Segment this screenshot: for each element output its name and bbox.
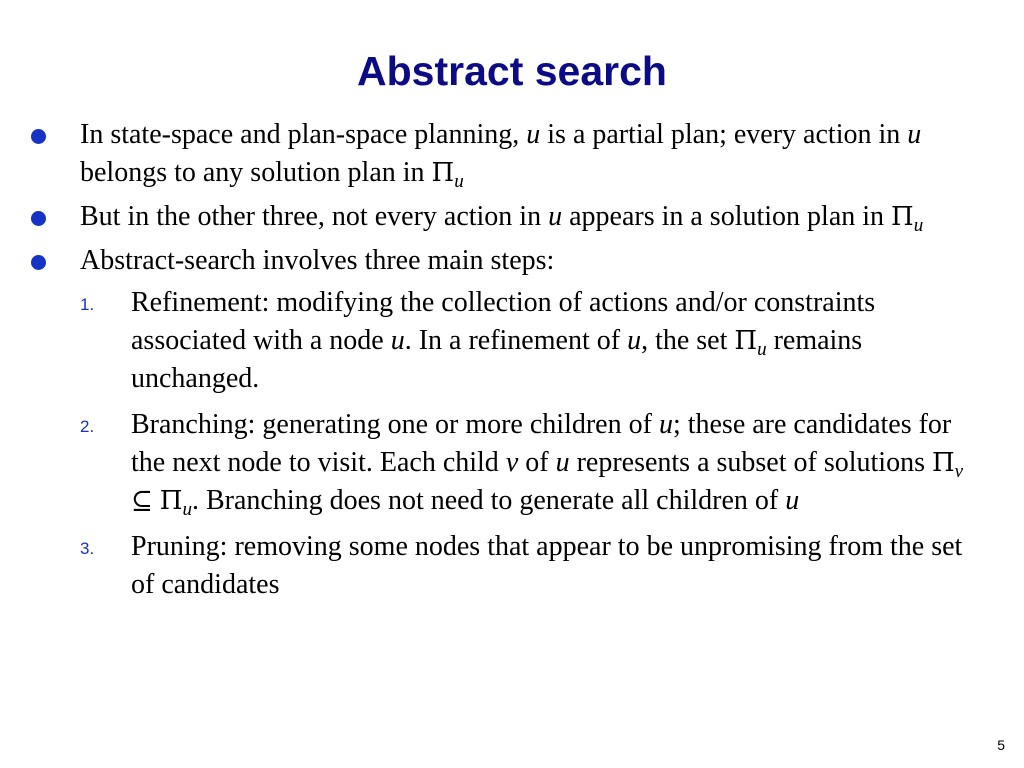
- step-text: . In a refinement of: [404, 325, 628, 356]
- bullet-dot-icon: [31, 129, 46, 144]
- subset-symbol: ⊆: [131, 486, 153, 516]
- bullet-text: belongs to any solution plan in: [80, 157, 432, 188]
- var-u: u: [627, 325, 642, 356]
- pi-symbol: Π: [734, 326, 758, 356]
- bullet-text: Abstract-search involves three main steps:: [80, 245, 555, 276]
- pi-symbol: Π: [431, 158, 455, 188]
- step-item: [0, 284, 981, 398]
- bullet-dot-icon: [31, 255, 46, 270]
- step-text: Branching: generating one or more children of: [131, 409, 659, 440]
- var-u: u: [785, 485, 800, 516]
- step-number: 2.: [80, 417, 95, 436]
- step-text: , the set: [641, 325, 735, 356]
- var-v: v: [505, 447, 519, 478]
- step-number: 1.: [80, 295, 95, 314]
- var-u: u: [658, 409, 673, 440]
- step-text: of: [518, 447, 556, 478]
- subscript-u: u: [182, 499, 192, 520]
- var-u: u: [526, 119, 541, 150]
- subscript-u: u: [757, 339, 767, 360]
- pi-symbol: Π: [159, 486, 183, 516]
- page-number: 5: [997, 737, 1005, 753]
- var-u: u: [555, 447, 570, 478]
- bullet-text: is a partial plan; every action in: [540, 119, 908, 150]
- step-text: remains unchanged.: [131, 325, 863, 394]
- bullet-text: appears in a solution plan in: [562, 201, 892, 232]
- pi-symbol: Π: [891, 202, 914, 232]
- step-item: [0, 528, 981, 604]
- pi-symbol: Π: [931, 448, 955, 478]
- var-u: u: [907, 119, 922, 150]
- subscript-v: v: [954, 461, 964, 482]
- step-number: 3.: [80, 539, 95, 558]
- bullet-dot-icon: [31, 211, 46, 226]
- step-item: [0, 406, 981, 520]
- bullet-item: [0, 242, 970, 280]
- var-u: u: [548, 201, 563, 232]
- subscript-u: u: [454, 171, 464, 192]
- step-text: Pruning: removing some nodes that appear to be unpromising from the set of candidates: [131, 531, 963, 600]
- bullet-item: [0, 116, 970, 192]
- slide-content: [0, 116, 1024, 612]
- bullet-text: But in the other three, not every action in: [80, 201, 549, 232]
- bullet-text: In state-space and plan-space planning,: [80, 119, 527, 150]
- step-text: represents a subset of solutions: [569, 447, 932, 478]
- slide-title: Abstract search: [357, 48, 667, 94]
- bullet-item: [0, 198, 970, 236]
- step-text: ; these are candidates for the next node to visit. Each child: [131, 409, 952, 478]
- step-text: Refinement: modifying the collection of actions and/or constraints associated with a node: [131, 287, 876, 356]
- subscript-u: u: [913, 215, 924, 236]
- step-text: . Branching does not need to generate all children of: [191, 485, 786, 516]
- var-u: u: [390, 325, 405, 356]
